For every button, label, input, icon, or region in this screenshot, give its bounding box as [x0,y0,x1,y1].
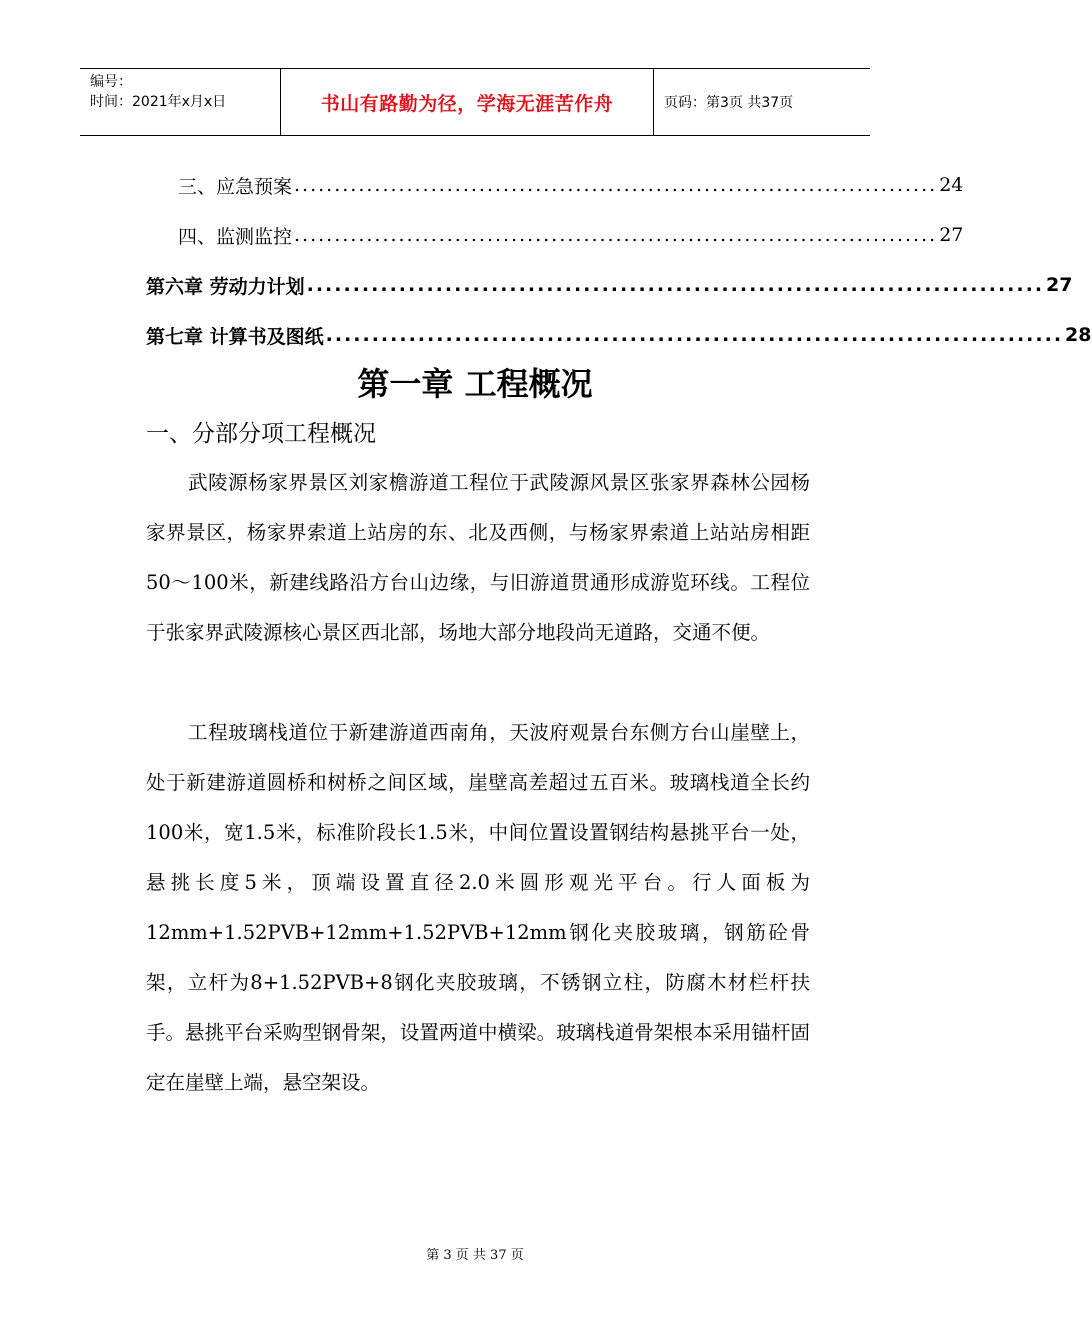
toc-entry-page: 24 [939,174,964,196]
body-paragraph: 工程玻璃栈道位于新建游道西南角，天波府观景台东侧方台山崖壁上，处于新建游道圆桥和树桥之间区域，崖壁高差超过五百米。玻璃栈道全长约100米，宽1.5米，标准阶段长1.5米，中间位置设置钢结构悬挑平台一处，悬挑长度5米，顶端设置直径2.0米圆形观光平台。行人面板为12mm+1.52PVB+12mm+1.52PVB+12mm钢化夹胶玻璃，钢筋砼骨架，立杆为8+1.52PVB+8钢化夹胶玻璃，不锈钢立柱，防腐木材栏杆扶手。悬挑平台采购型钢骨架，设置两道中横梁。玻璃栈道骨架根本采用锚杆固定在崖壁上端，悬空架设。 [146,721,810,1094]
toc-entry-label: 第七章 计算书及图纸 [146,325,324,348]
document-date: 时间：2021年x月x日 [90,94,227,110]
toc-entry-page: 27 [939,224,964,246]
toc-leader: ................................................................................ [294,224,938,246]
chapter-title: 第一章 工程概况 [357,365,593,403]
toc-entry-page: 28 [1065,324,1092,346]
section-title: 一、分部分项工程概况 [146,421,376,447]
page-footer: 第 3 页 共 37 页 [426,1248,524,1263]
header-meta [80,69,280,135]
header-motto: 书山有路勤为径，学海无涯苦作舟 [280,69,654,135]
document-number-label: 编号： [90,74,132,90]
toc-entry-label: 三、应急预案 [178,175,293,198]
toc-entry [146,270,1073,300]
toc-entry-page: 27 [1046,274,1073,296]
page-header [80,68,870,136]
toc-leader: ................................................................................ [306,274,1045,296]
toc-entry [146,170,964,200]
toc-entry-label: 四、监测监控 [178,225,293,248]
toc-entry [146,220,964,250]
body-paragraph: 武陵源杨家界景区刘家檐游道工程位于武陵源风景区张家界森林公园杨家界景区，杨家界索道上站房的东、北及西侧，与杨家界索道上站站房相距50～100米，新建线路沿方台山边缘，与旧游道贯通形成游览环线。工程位于张家界武陵源核心景区西北部，场地大部分地段尚无道路，交通不便。 [146,471,810,644]
toc-entry-label: 第六章 劳动力计划 [146,275,305,298]
toc-leader: ................................................................................ [325,324,1064,346]
toc-entry [146,320,1092,350]
header-page-info: 页码：第3页 共37页 [664,95,794,111]
toc-leader: ................................................................................ [294,174,938,196]
